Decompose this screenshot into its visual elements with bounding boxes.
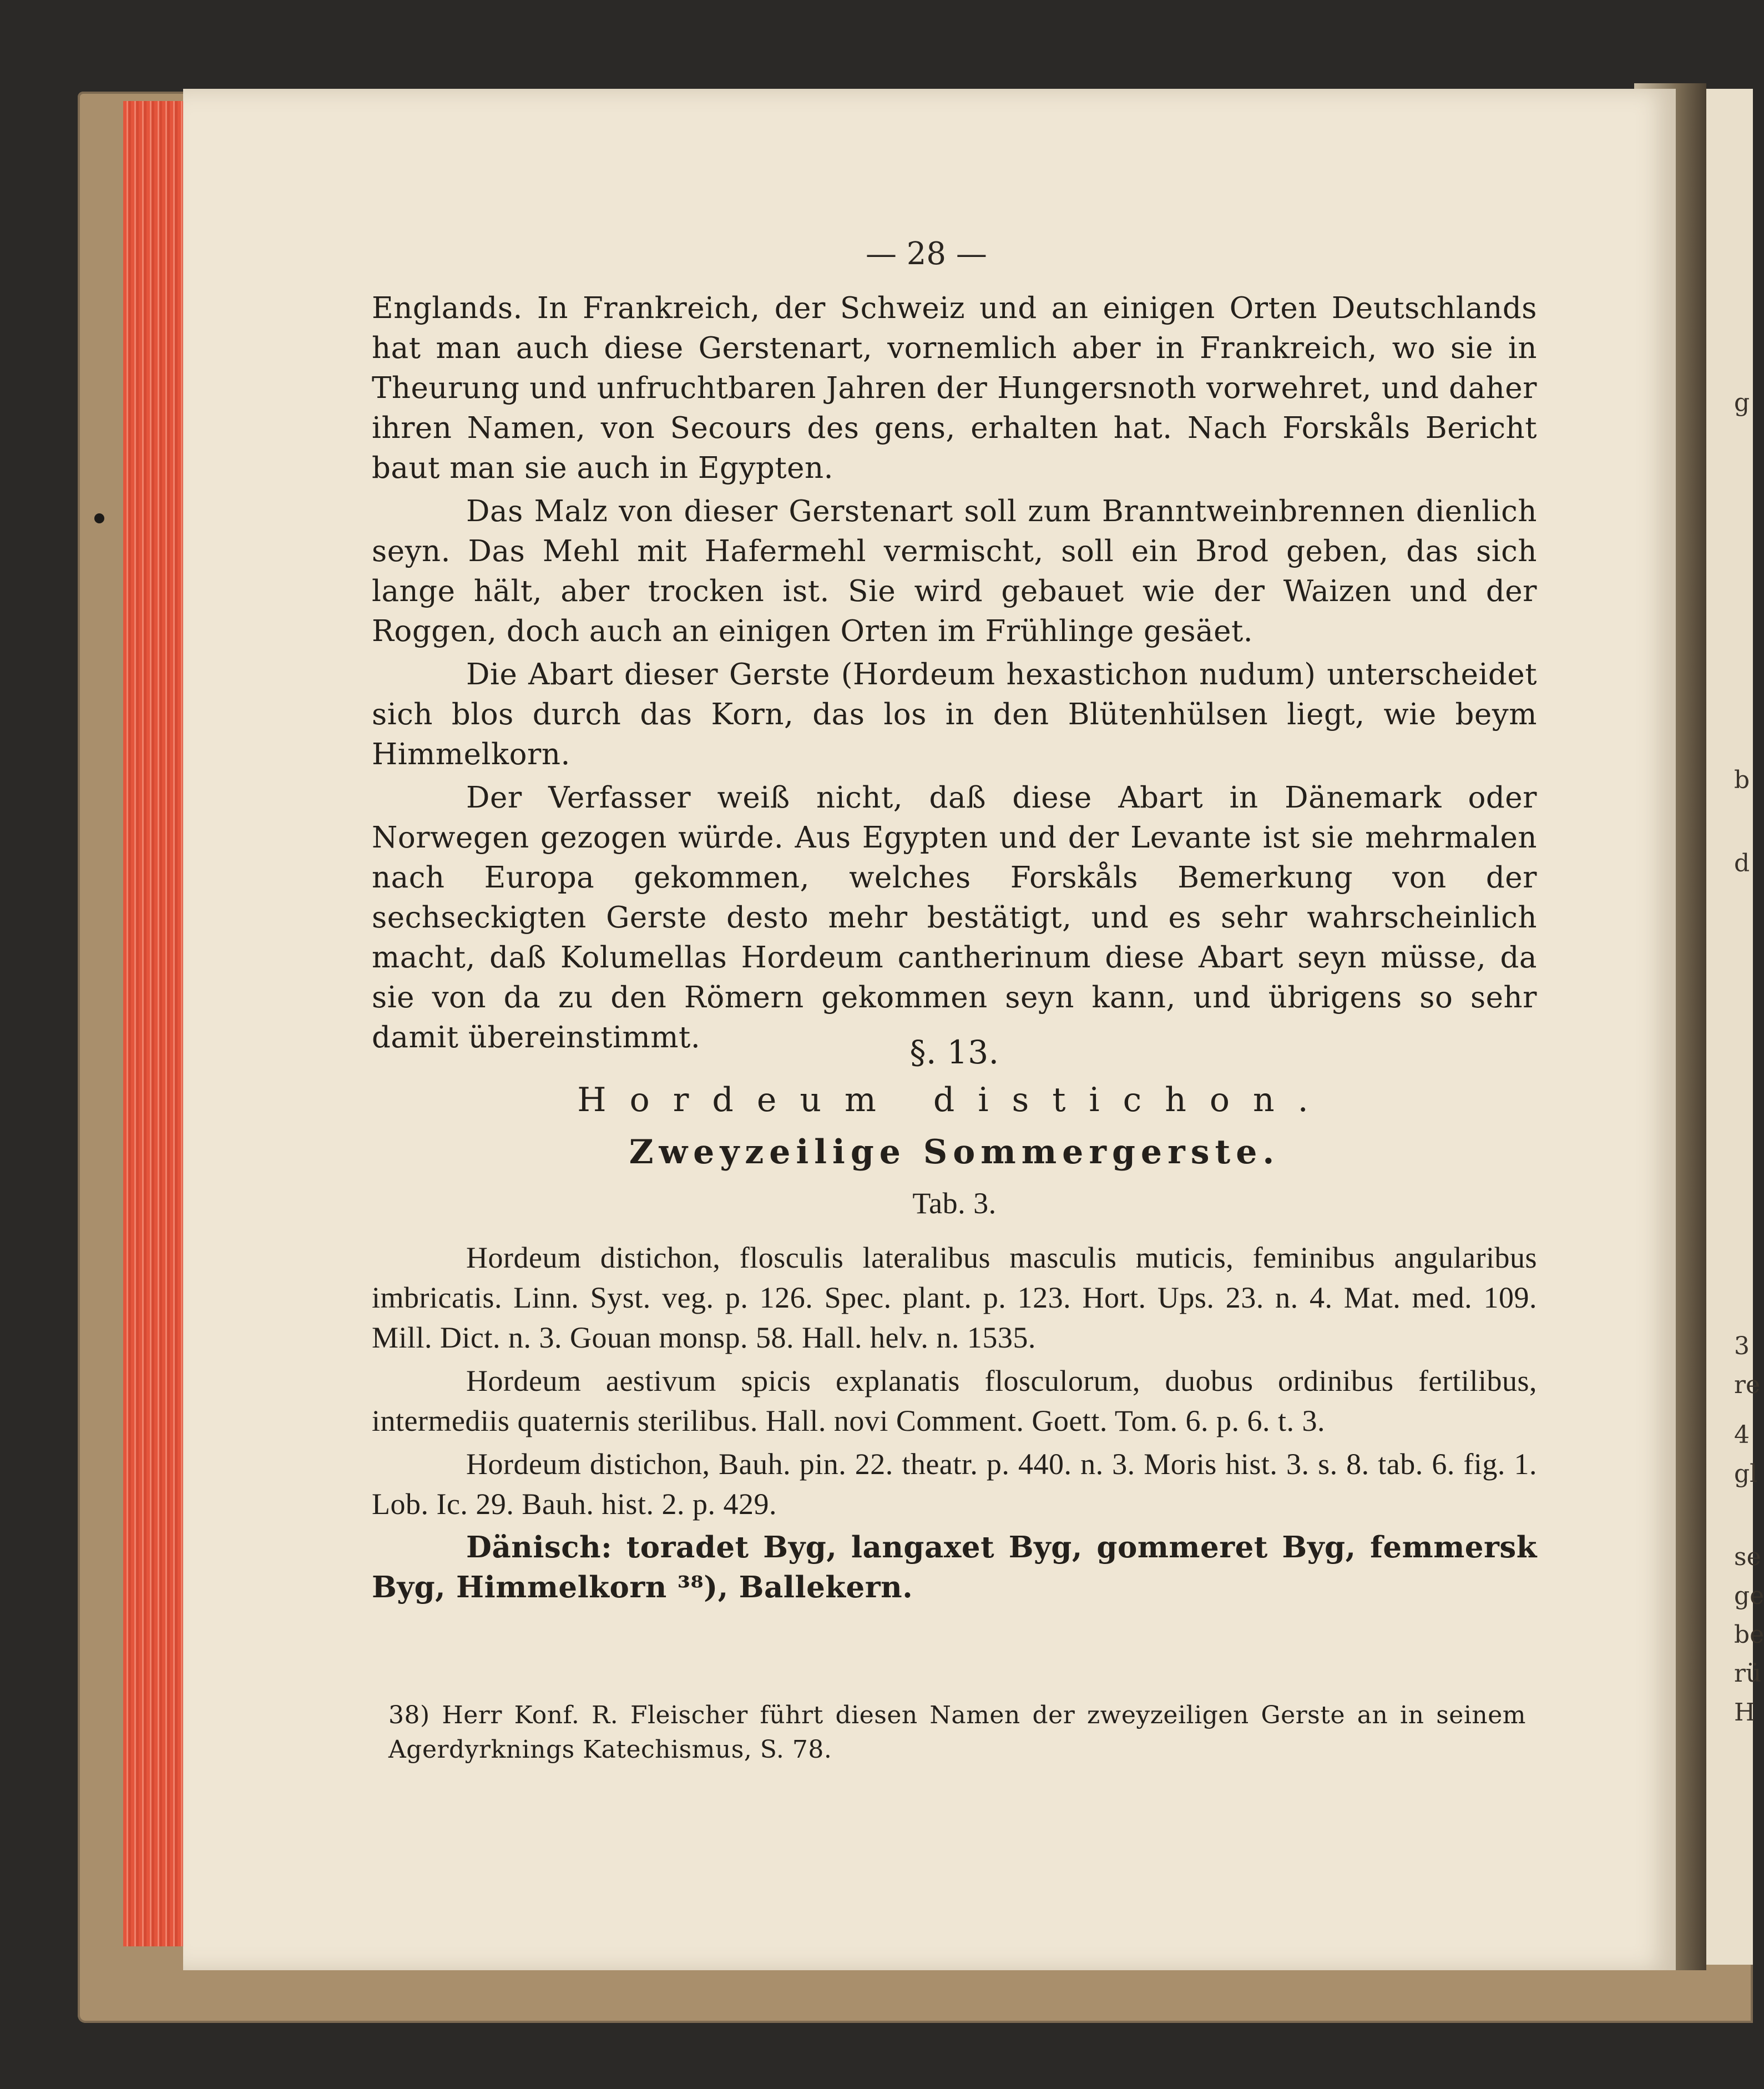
facing-page-letter: re: [1734, 1371, 1761, 1399]
facing-page-letter: gl: [1734, 1460, 1758, 1488]
section-latin-name: Hordeum distichon.: [577, 1081, 1332, 1119]
facing-page-letter: d: [1734, 849, 1750, 877]
section-german-name: Zweyzeilige Sommergerste.: [629, 1133, 1280, 1172]
binding-hole: [94, 513, 104, 523]
reference-haller: Hordeum aestivum spicis explanatis flosculorum, duobus ordinibus fertilibus, intermediis quaternis sterilibus. Hall. novi Comment. Goett. Tom. 6. p. 6. t. 3.: [372, 1364, 1537, 1437]
facing-page-letter: se: [1734, 1543, 1761, 1571]
reference-linnaeus: Hordeum distichon, flosculis lateralibus masculis muticis, feminibus angularibus imbricatis. Linn. Syst. veg. p. 126. Spec. plant. p. 123. Hort. Ups. 23. n. 4. Mat. med. 109. Mill. Dict. n. 3. Gouan monsp. 58. Hall. helv. n. 1535.: [372, 1241, 1537, 1354]
facing-page-letter: H: [1734, 1698, 1756, 1727]
facing-page-letter: be: [1734, 1621, 1764, 1649]
footnote-block: [388, 1698, 1526, 1767]
paragraph-3: Die Abart dieser Gerste (Hordeum hexastichon nudum) unterscheidet sich blos durch das Korn, das los in den Blütenhülsen liegt, wie beym Himmelkorn.: [372, 658, 1537, 771]
paragraph-1: Englands. In Frankreich, der Schweiz und an einigen Orten Deutschlands hat man auch diese Gerstenart, vornemlich aber in Frankreich, wo sie in Theurung und unfruchtbaren Jahren der Hungersnoth vorwehret, und daher ihren Namen, von Secours des gens, erhalten hat. Nach Forskåls Bericht baut man sie auch in Egypten.: [372, 291, 1537, 485]
references: [372, 1238, 1537, 1607]
section-number: §. 13.: [909, 1033, 999, 1071]
footnote-38: 38) Herr Konf. R. Fleischer führt diesen Namen der zweyzeiligen Gerste an in seinem Agerdyrknings Katechismus, S. 78.: [388, 1701, 1526, 1764]
facing-page-letter: 3: [1734, 1332, 1750, 1360]
section-plate: Tab. 3.: [912, 1187, 997, 1220]
facing-page-letter: g: [1734, 388, 1750, 417]
facing-page-letter: b: [1734, 766, 1750, 794]
paragraph-2: Das Malz von dieser Gerstenart soll zum Branntweinbrennen dienlich seyn. Das Mehl mit Hafermehl vermischt, soll ein Brod geben, das sich lange hält, aber trocken ist. Sie wird gebauet wie der Waizen und der Roggen, doch auch an einigen Orten im Frühlinge gesäet.: [372, 495, 1537, 648]
page-number: — 28 —: [866, 236, 987, 272]
reference-bauhin: Hordeum distichon, Bauh. pin. 22. theatr. p. 440. n. 3. Moris hist. 3. s. 8. tab. 6. fig. 1. Lob. Ic. 29. Bauh. hist. 2. p. 429.: [372, 1447, 1537, 1521]
reference-danish-names: Dänisch: toradet Byg, langaxet Byg, gommeret Byg, femmersk Byg, Himmelkorn ³⁸), Ballekern.: [372, 1530, 1537, 1604]
facing-page-letter: rü: [1734, 1659, 1762, 1688]
red-page-edges: [123, 101, 190, 1946]
paragraph-4: Der Verfasser weiß nicht, daß diese Abart in Dänemark oder Norwegen gezogen würde. Aus Egypten und der Levante ist sie mehrmalen nach Europa gekommen, welches Forskåls Bemerkung von der sechseckigten Gerste desto mehr bestätigt, und es sehr wahrscheinlich macht, daß Kolumellas Hordeum cantherinum diese Abart seyn müsse, da sie von da zu den Römern gekommen seyn kann, und übrigens so sehr damit übereinstimmt.: [372, 781, 1537, 1054]
facing-page-letter: ge: [1734, 1582, 1764, 1610]
body-text: [372, 289, 1537, 1058]
facing-page-letter: 4: [1734, 1421, 1750, 1449]
section-heading: [372, 1032, 1537, 1223]
